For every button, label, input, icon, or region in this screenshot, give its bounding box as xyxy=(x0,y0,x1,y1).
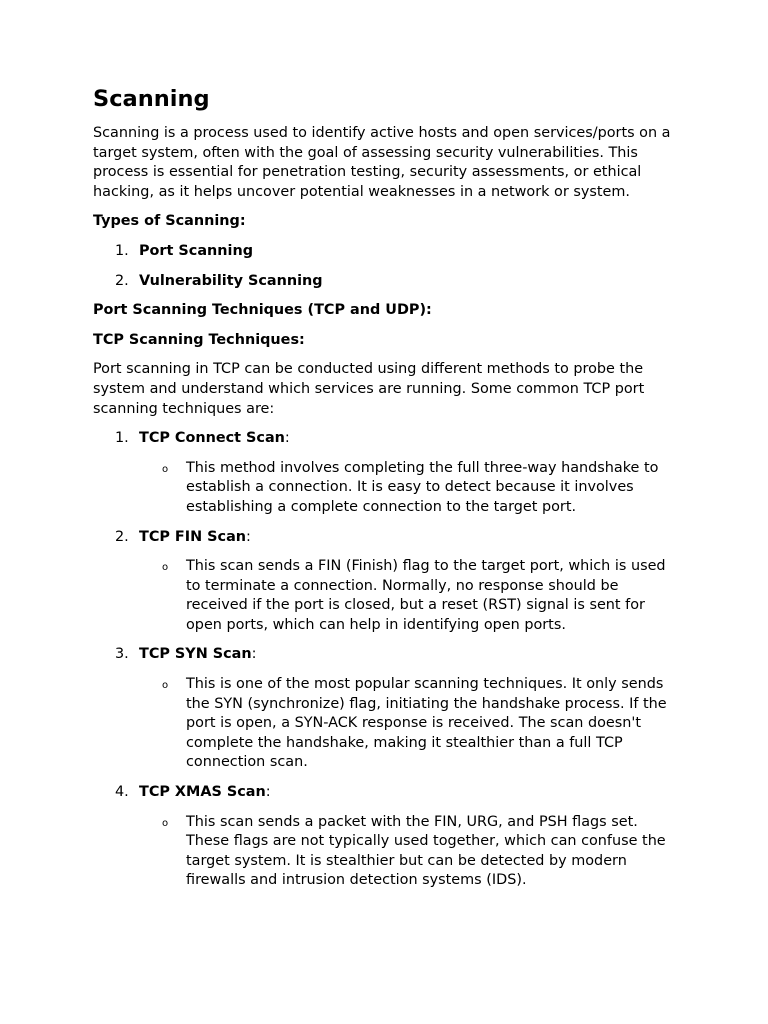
techniques-list xyxy=(93,429,683,891)
list-number: 1. xyxy=(115,242,129,259)
technique-description: This scan sends a FIN (Finish) flag to the target port, which is used to terminate a connection. Normally, no response should be received if the port is closed, but a reset (RST) signal is sent for open ports, which can help in identifying open ports. xyxy=(186,558,666,633)
sub-list-item xyxy=(139,675,683,773)
techniques-heading: Port Scanning Techniques (TCP and UDP): xyxy=(93,302,432,319)
sub-list xyxy=(139,813,683,891)
type-label: Vulnerability Scanning xyxy=(139,272,323,289)
technique-name: TCP XMAS Scan xyxy=(139,784,266,801)
circle-bullet-icon: o xyxy=(162,680,169,692)
technique-description: This scan sends a packet with the FIN, URG, and PSH flags set. These flags are not typically used together, which can confuse the target system. It is stealthier but can be detected by modern firewalls and intrusion detection systems (IDS). xyxy=(186,813,666,889)
colon: : xyxy=(246,528,251,545)
sub-list xyxy=(139,459,683,518)
list-number: 1. xyxy=(115,430,129,447)
intro-paragraph: Scanning is a process used to identify active hosts and open services/ports on a target system, often with the goal of assessing security vulnerabilities. This process is essential for penetration testing, security assessments, or ethical hacking, as it helps uncover potential weaknesses in a network or system. xyxy=(93,125,671,200)
type-label: Port Scanning xyxy=(139,242,253,259)
list-number: 3. xyxy=(115,646,129,663)
sub-list-item xyxy=(139,813,683,891)
circle-bullet-icon: o xyxy=(162,463,169,475)
technique-name: TCP FIN Scan xyxy=(139,528,247,545)
colon: : xyxy=(251,646,257,663)
list-item xyxy=(93,528,683,636)
colon: : xyxy=(284,430,290,447)
list-number: 2. xyxy=(115,528,129,545)
types-list xyxy=(93,242,683,291)
list-item xyxy=(93,242,683,262)
technique-name: TCP Connect Scan xyxy=(139,430,285,447)
list-item xyxy=(93,645,683,773)
list-item xyxy=(93,783,683,891)
document-page xyxy=(93,84,683,901)
technique-description: This method involves completing the full three-way handshake to establish a connection. It is easy to detect because it involves establishing a complete connection to the target port. xyxy=(186,459,659,515)
sub-list xyxy=(139,675,683,773)
page-title: Scanning xyxy=(93,86,210,112)
technique-description: This is one of the most popular scanning techniques. It only sends the SYN (synchronize) flag, initiating the handshake process. If the port is open, a SYN-ACK response is received. The scan doesn't complete the handshake, making it stealthier than a full TCP connection scan. xyxy=(186,676,667,771)
types-heading: Types of Scanning: xyxy=(93,213,246,230)
list-item xyxy=(93,272,683,292)
circle-bullet-icon: o xyxy=(162,562,169,574)
sub-list xyxy=(139,557,683,635)
tcp-intro-paragraph: Port scanning in TCP can be conducted using different methods to probe the system and understand which services are running. Some common TCP port scanning techniques are: xyxy=(93,361,645,417)
tcp-heading: TCP Scanning Techniques: xyxy=(93,331,305,348)
list-number: 4. xyxy=(115,784,129,801)
technique-name: TCP SYN Scan xyxy=(139,646,252,663)
sub-list-item xyxy=(139,459,683,518)
colon: : xyxy=(265,784,271,801)
list-number: 2. xyxy=(115,272,129,289)
circle-bullet-icon: o xyxy=(162,817,169,829)
list-item xyxy=(93,429,683,517)
sub-list-item xyxy=(139,557,683,635)
